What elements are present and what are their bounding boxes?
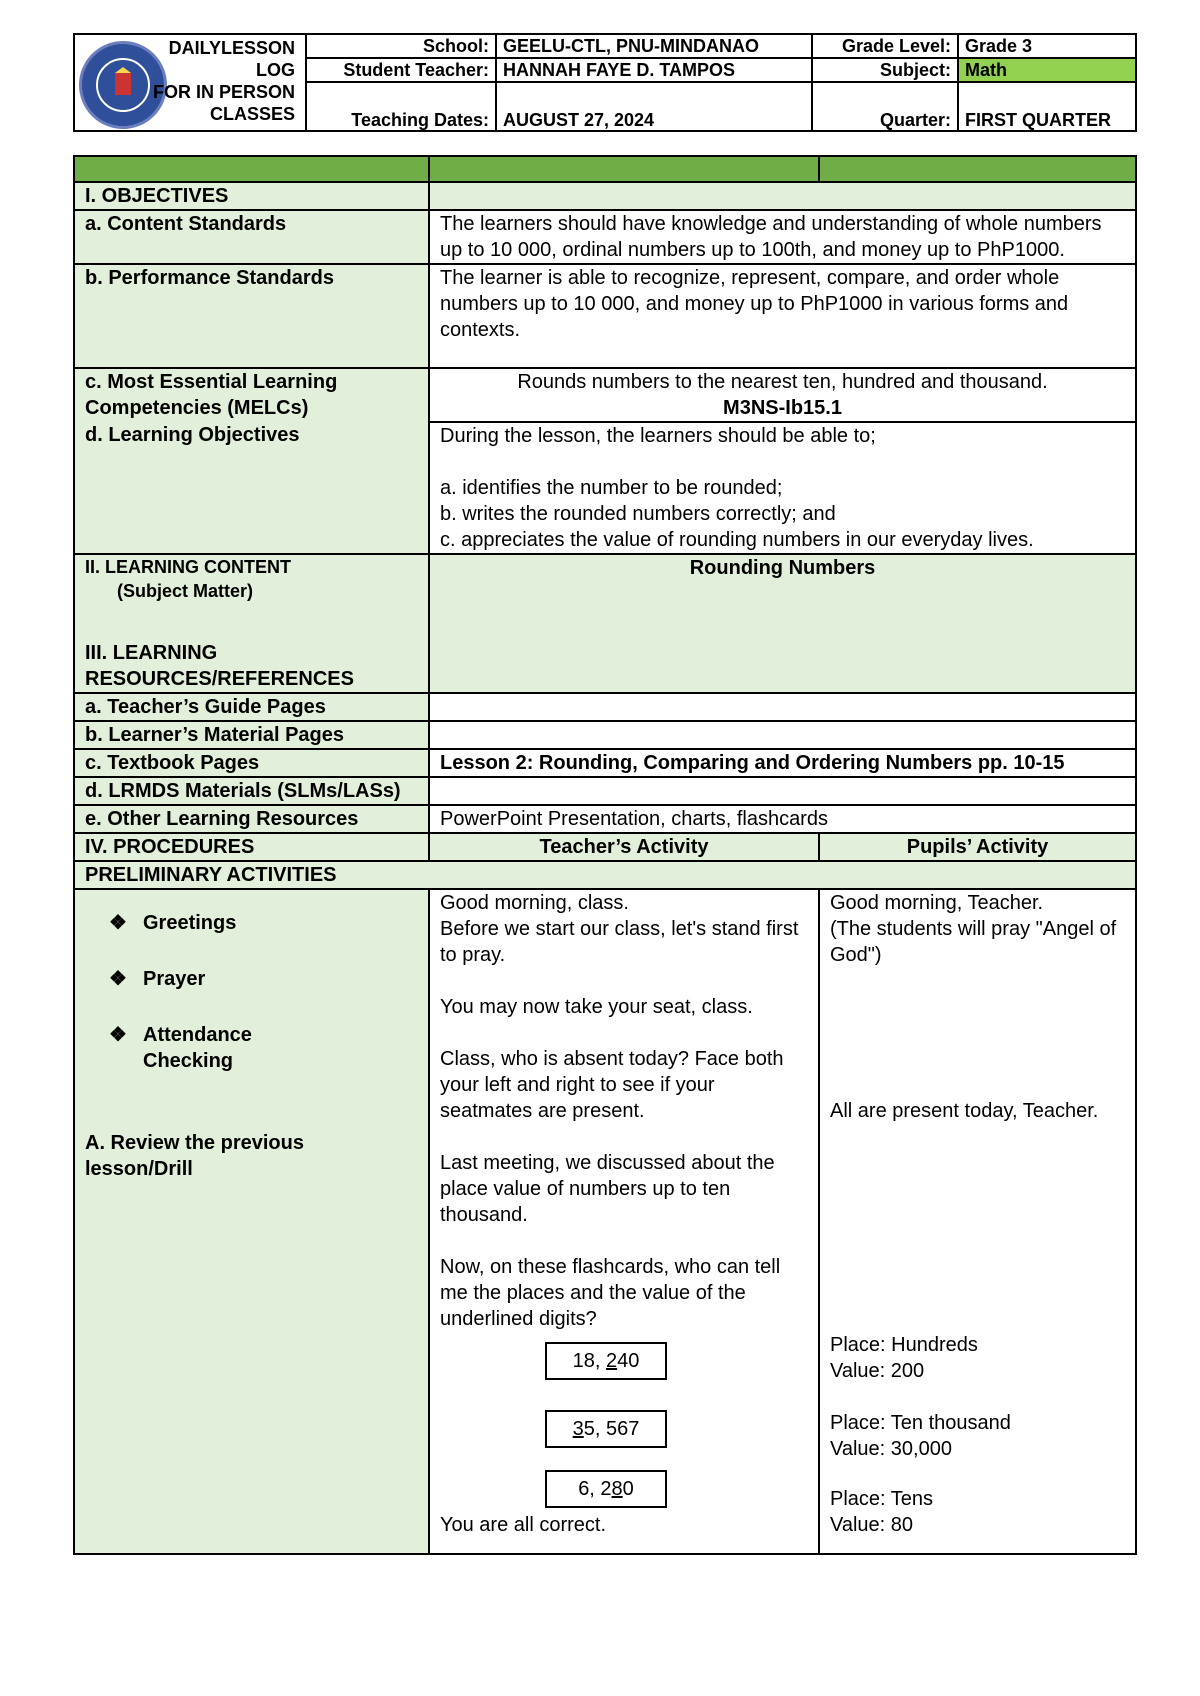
card2-post: 5, 567	[583, 1418, 640, 1440]
card1-pre: 18,	[572, 1350, 606, 1372]
dates-label: Teaching Dates:	[306, 82, 496, 131]
subject-label: Subject:	[812, 58, 958, 82]
other-resources-text: PowerPoint Presentation, charts, flashcards	[429, 805, 1136, 833]
melc-label: c. Most Essential Learning Competencies (MELCs)	[74, 368, 429, 422]
card2-digit: 3	[572, 1418, 584, 1440]
lm-pages-label: b. Learner’s Material Pages	[74, 721, 429, 749]
t3: You may now take your seat, class.	[440, 996, 753, 1018]
a2-place: Place: Ten thousand	[830, 1412, 1011, 1434]
title-line-3: FOR IN PERSON	[152, 82, 295, 102]
prayer-item: ❖ Prayer	[143, 966, 418, 992]
flashcard-1	[545, 1342, 808, 1380]
lo-b: b. writes the rounded numbers correctly; and	[440, 503, 836, 525]
pupils-activity-heading: Pupils’ Activity	[819, 833, 1136, 861]
card1-digit: 2	[605, 1350, 618, 1372]
preliminary-activities-heading: PRELIMINARY ACTIVITIES	[74, 861, 1136, 889]
attendance-item: ❖ Attendance Checking	[143, 1022, 273, 1074]
flashcard-2	[545, 1410, 808, 1448]
card3-pre: 6, 2	[578, 1478, 612, 1500]
performance-standards-label: b. Performance Standards	[74, 264, 429, 368]
p1: Good morning, Teacher.	[830, 892, 1044, 914]
card1-post: 40	[617, 1350, 640, 1372]
textbook-pages-label: c. Textbook Pages	[74, 749, 429, 777]
quarter-label: Quarter:	[812, 82, 958, 131]
t4: Class, who is absent today? Face both your left and right to see if your seatmates are present.	[440, 1048, 784, 1122]
p3: All are present today, Teacher.	[830, 1100, 1099, 1122]
t5: Last meeting, we discussed about the place value of numbers up to ten thousand.	[440, 1152, 775, 1226]
textbook-pages-text: Lesson 2: Rounding, Comparing and Ordering Numbers pp. 10-15	[429, 749, 1136, 777]
tg-pages-label: a. Teacher’s Guide Pages	[74, 693, 429, 721]
melc-code: M3NS-Ib15.1	[723, 397, 842, 419]
review-label: A. Review the previous lesson/Drill	[85, 1132, 304, 1180]
lo-c: c. appreciates the value of rounding numbers in our everyday lives.	[440, 529, 1034, 551]
a1-place: Place: Hundreds	[830, 1334, 978, 1356]
t1: Good morning, class.	[440, 892, 629, 914]
title-line-2: LOG	[256, 60, 295, 80]
a1-value: Value: 200	[830, 1360, 925, 1382]
header-table	[73, 33, 1137, 132]
a3-place: Place: Tens	[830, 1488, 934, 1510]
grade-label: Grade Level:	[812, 34, 958, 58]
school-label: School:	[306, 34, 496, 58]
topic-text: Rounding Numbers	[429, 554, 1136, 640]
school-value: GEELU-CTL, PNU-MINDANAO	[496, 34, 812, 58]
t6: Now, on these flashcards, who can tell me the places and the value of the underlined digits?	[440, 1256, 781, 1330]
other-resources-label: e. Other Learning Resources	[74, 805, 429, 833]
card3-post: 0	[622, 1478, 634, 1500]
a3-value: Value: 80	[830, 1514, 914, 1536]
learning-content-heading: II. LEARNING CONTENT	[85, 557, 291, 577]
dates-value: AUGUST 27, 2024	[496, 82, 812, 131]
objectives-heading: I. OBJECTIVES	[74, 182, 429, 210]
greetings-item: ❖ Greetings	[143, 910, 418, 936]
melc-text: Rounds numbers to the nearest ten, hundred and thousand.	[517, 371, 1048, 393]
t2: Before we start our class, let's stand first to pray.	[440, 918, 799, 966]
learning-objectives-label: d. Learning Objectives	[74, 422, 429, 554]
quarter-value: FIRST QUARTER	[958, 82, 1136, 131]
lrmds-label: d. LRMDS Materials (SLMs/LASs)	[74, 777, 429, 805]
header-title-cell	[74, 34, 306, 131]
a2-value: Value: 30,000	[830, 1438, 952, 1460]
title-line-4: CLASSES	[209, 104, 295, 124]
procedures-heading: IV. PROCEDURES	[74, 833, 429, 861]
subject-value: Math	[958, 58, 1136, 82]
card3-digit: 8	[611, 1478, 623, 1500]
title-line-1: DAILYLESSON	[168, 38, 295, 58]
lo-a: a. identifies the number to be rounded;	[440, 477, 783, 499]
teacher-activity-heading: Teacher’s Activity	[429, 833, 819, 861]
performance-standards-text: The learner is able to recognize, represent, compare, and order whole numbers up to 10 000, and money up to PhP1000 in various forms and contexts.	[429, 264, 1136, 368]
t7: You are all correct.	[440, 1514, 607, 1536]
flashcard-3	[545, 1470, 808, 1508]
p2: (The students will pray "Angel of God")	[830, 918, 1117, 966]
teacher-value: HANNAH FAYE D. TAMPOS	[496, 58, 812, 82]
grade-value: Grade 3	[958, 34, 1136, 58]
resources-heading: III. LEARNING RESOURCES/REFERENCES	[74, 640, 429, 693]
content-standards-label: a. Content Standards	[74, 210, 429, 264]
lo-intro: During the lesson, the learners should be able to;	[440, 425, 876, 447]
teacher-label: Student Teacher:	[306, 58, 496, 82]
lesson-table	[73, 155, 1137, 1555]
subject-matter-label: (Subject Matter)	[117, 581, 254, 601]
content-standards-text: The learners should have knowledge and understanding of whole numbers up to 10 000, ordinal numbers up to 100th, and money up to PhP1000.	[429, 210, 1136, 264]
